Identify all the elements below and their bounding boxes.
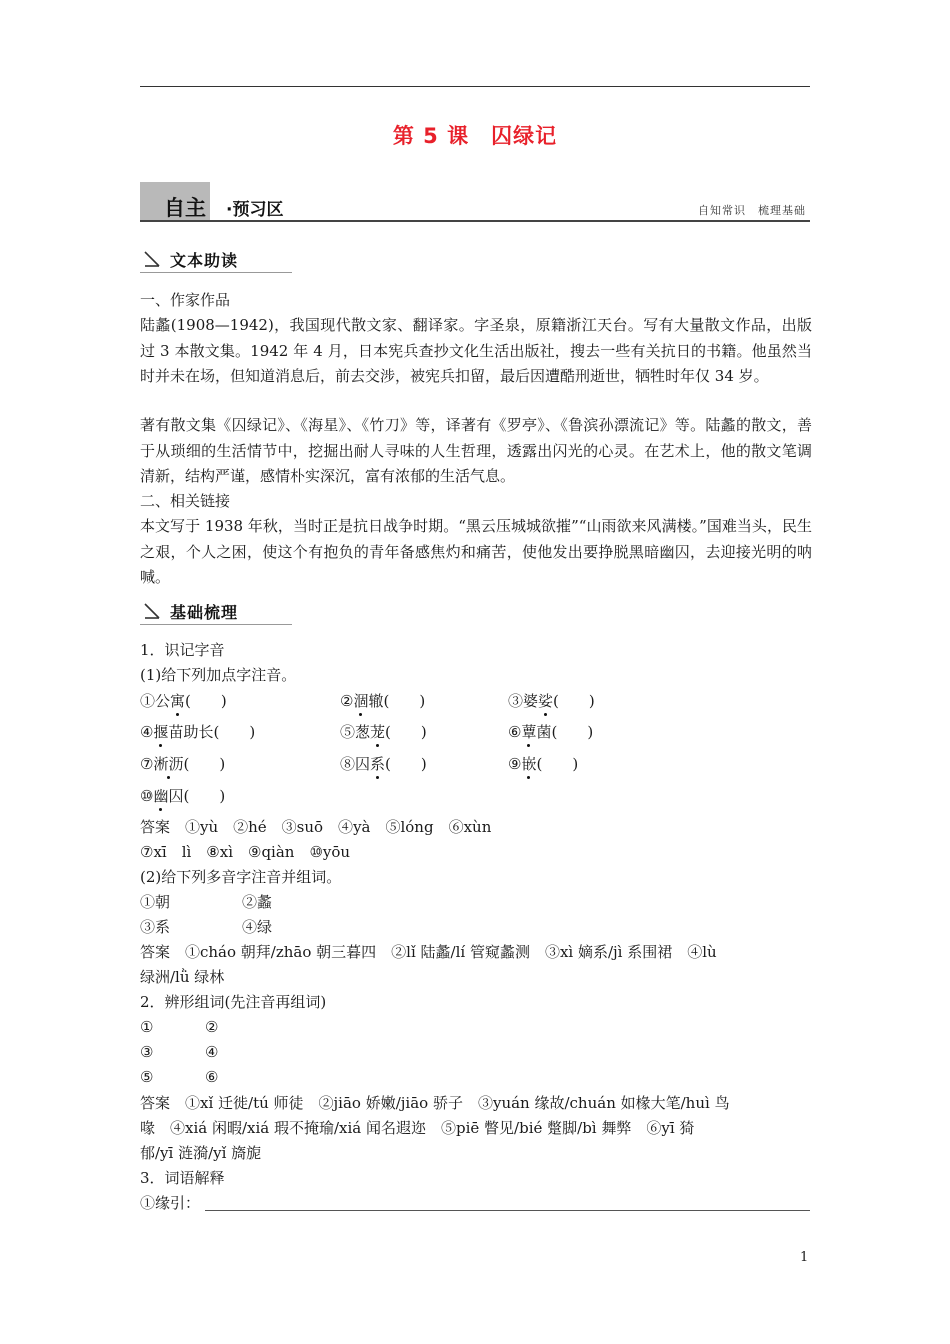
q2-answer-a: 答案 ①xǐ 迁徙/tú 师徒 ②jiāo 娇嫩/jiāo 骄子 ③yuán 缘故/chuán 如椽大笔/huì 鸟 [140, 1094, 730, 1112]
lesson-number: 第 5 课 [392, 124, 470, 148]
diagonal-corner-icon [144, 251, 160, 267]
answer-blank-line[interactable] [205, 1210, 810, 1211]
q2-item: ① [140, 1018, 154, 1036]
poly-item: ①朝 [140, 893, 171, 911]
subhead-jichu [140, 599, 300, 625]
q2-title: 2．辨形组词(先注音再组词) [140, 993, 327, 1011]
q1-sub1: (1)给下列加点字注音。 [140, 666, 297, 684]
q2-item: ② [205, 1018, 219, 1036]
phonetic-item: ④揠苗助长( ) [140, 723, 256, 741]
phonetic-item: ⑦淅沥( ) [140, 755, 226, 773]
phonetic-item: ③婆娑( ) [508, 692, 595, 710]
section-tag: 自知常识 梳理基础 [698, 204, 806, 217]
q2-item: ④ [205, 1043, 219, 1061]
section-main: 自主 [164, 196, 206, 220]
q1-sub2: (2)给下列多音字注音并组词。 [140, 868, 342, 886]
subhead-underline [140, 624, 292, 625]
diagonal-corner-icon [144, 603, 160, 619]
poly-item: ④绿 [242, 918, 273, 936]
section-header [140, 182, 810, 222]
phonetic-item: ⑧囚系( ) [340, 755, 427, 773]
phonetic-item: ⑤葱茏( ) [340, 723, 427, 741]
q3-title: 3．词语解释 [140, 1169, 225, 1187]
author-paragraph-2: 著有散文集《囚绿记》、《海星》、《竹刀》等，译著有《罗亭》、《鲁滨孙漂流记》等。陆蠡的散文，善于从琐细的生活情节中，挖掘出耐人寻味的人生哲理，透露出闪光的心灵。在艺术上，他的散文笔调清新，结构严谨，感情朴实深沉，富有浓郁的生活气息。 [140, 416, 812, 485]
phonetic-item: ⑥蕈菌( ) [508, 723, 594, 741]
link-heading: 二、相关链接 [140, 492, 231, 510]
subhead-underline [140, 272, 292, 273]
top-rule [140, 86, 810, 87]
lesson-title [140, 120, 810, 150]
poly-item: ②蠡 [242, 893, 273, 911]
q2-item: ⑥ [205, 1068, 219, 1086]
section-rule [140, 220, 810, 222]
q1-answer-1b: ⑦xī lì ⑧xì ⑨qiàn ⑩yōu [140, 843, 351, 861]
phonetic-item: ⑩幽囚( ) [140, 787, 226, 805]
q2-item: ⑤ [140, 1068, 154, 1086]
q2-item: ③ [140, 1043, 154, 1061]
subhead-label: 基础梳理 [170, 603, 239, 622]
q1-answer-2a: 答案 ①cháo 朝拜/zhāo 朝三暮四 ②lǐ 陆蠡/lí 管窥蠡测 ③xì 嫡系/jì 系围裙 ④lù [140, 943, 717, 961]
poly-item: ③系 [140, 918, 171, 936]
q2-answer-c: 郁/yī 涟漪/yǐ 旖旎 [140, 1144, 262, 1162]
q1-answer-2b: 绿洲/lǜ 绿林 [140, 968, 225, 986]
q1-answer-1a: 答案 ①yù ②hé ③suō ④yà ⑤lóng ⑥xùn [140, 818, 492, 836]
author-paragraph-1: 陆蠡(1908—1942)，我国现代散文家、翻译家。字圣泉，原籍浙江天台。写有大量散文作品，出版过 3 本散文集。1942 年 4 月，日本宪兵查抄文化生活出版社，搜去一些有关抗日的书籍。他虽然当时并未在场，但知道消息后，前去交涉，被宪兵扣留，最后因遭酷刑逝世，牺牲时年仅 34 岁。 [140, 316, 812, 385]
q3-item-1: ①缘引： [140, 1194, 201, 1212]
lesson-name: 囚绿记 [491, 124, 558, 148]
subhead-label: 文本助读 [170, 251, 239, 270]
q2-answer-b: 喙 ④xiá 闲暇/xiá 瑕不掩瑜/xiá 闻名遐迩 ⑤piē 瞥见/bié 蹩脚/bì 舞弊 ⑥yī 猗 [140, 1119, 695, 1137]
page-number: 1 [800, 1250, 809, 1265]
subhead-wenben [140, 247, 300, 273]
phonetic-item: ②涸辙( ) [340, 692, 426, 710]
phonetic-item: ⑨嵌( ) [508, 755, 579, 773]
author-heading: 一、作家作品 [140, 291, 231, 309]
link-paragraph: 本文写于 1938 年秋，当时正是抗日战争时期。“黑云压城城欲摧”“山雨欲来风满楼。”国难当头，民生之艰，个人之困，使这个有抱负的青年备感焦灼和痛苦，使他发出要挣脱黑暗幽囚，去迎接光明的呐喊。 [140, 517, 812, 586]
phonetic-item: ①公寓( ) [140, 692, 227, 710]
section-sub: ·预习区 [226, 200, 284, 220]
q1-title: 1．识记字音 [140, 641, 225, 659]
